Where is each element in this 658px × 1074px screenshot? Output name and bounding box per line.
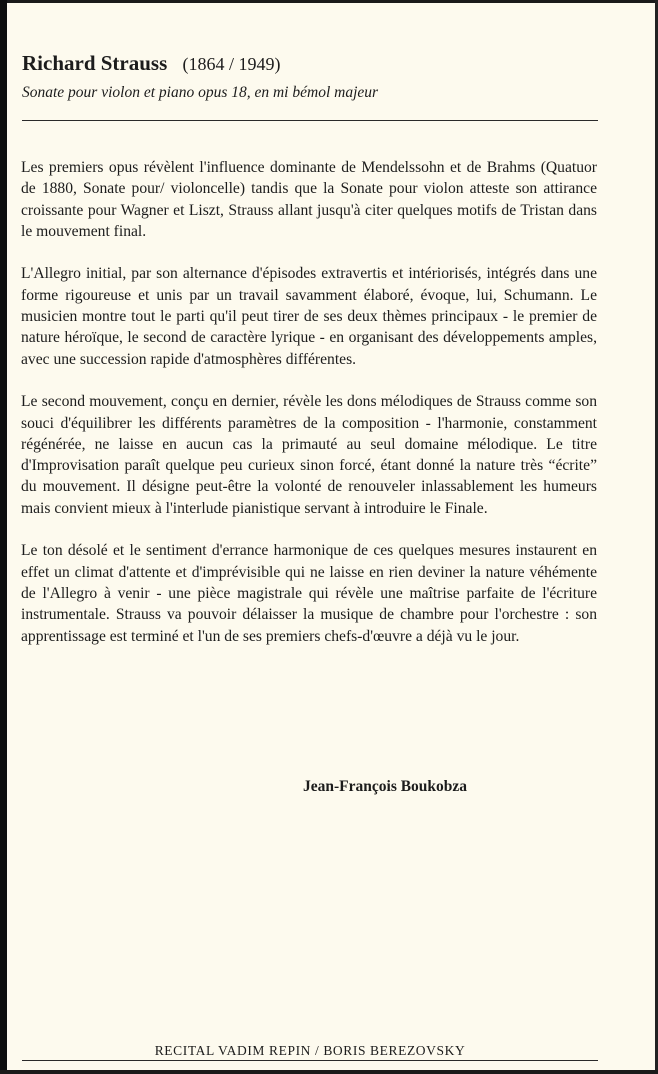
bottom-scan-edge [0,1070,658,1074]
top-scan-edge [0,0,658,3]
header-divider [22,120,598,121]
composer-name: Richard Strauss [22,51,168,75]
left-scan-edge [0,0,7,1074]
page-header [22,50,598,103]
paragraph-1: Les premiers opus révèlent l'influence dominante de Mendelssohn et de Brahms (Quatuor de 1880, Sonate pour/ violoncelle) tandis que la Sonate pour violon atteste son attirance croissante pour Wagner et Liszt, Strauss allant jusqu'à citer quelques motifs de Tristan dans le mouvement final. [21,159,597,240]
footer-text: RECITAL VADIM REPIN / BORIS BEREZOVSKY [154,1043,466,1058]
paragraph-3: Le second mouvement, conçu en dernier, révèle les dons mélodiques de Strauss comme son souci d'équilibrer les différents paramètres de la composition - l'harmonie, constamment régénérée, ne laisse en aucun cas la primauté au seul domaine mélodique. Le titre d'Improvisation paraît quelque peu curieux sinon forcé, étant donné la nature très “écrite” du mouvement. Il désigne peut-être la volonté de renouveler inlassablement les humeurs mais convient mieux à l'interlude pianistique servant à introduire le Finale. [21,393,597,517]
author-signature: Jean-François Boukobza [303,778,468,795]
footer-divider [22,1060,598,1061]
article-body [21,157,597,668]
paragraph-2: L'Allegro initial, par son alternance d'épisodes extravertis et intériorisés, intégrés dans une forme rigoureuse et unis par un travail savamment élaboré, évoque, lui, Schumann. Le musicien montre tout le parti qu'il peut tirer de ses deux thèmes principaux - le premier de nature héroïque, le second de caractère lyrique - en organisant des développements amples, avec une succession rapide d'atmosphères différentes. [21,265,597,368]
composer-dates: (1864 / 1949) [182,54,281,74]
paragraph-4: Le ton désolé et le sentiment d'errance harmonique de ces quelques mesures instaurent en effet un climat d'attente et d'imprévisible qui ne laisse en rien deviner la nature véhémente de l'Allegro à venir - une pièce magistrale qui révèle une maîtrise parfaite de l'écriture instrumentale. Strauss va pouvoir délaisser la musique de chambre pour l'orchestre : son apprentissage est terminé et l'un de ses premiers chefs-d'œuvre a déjà vu le jour. [21,542,597,645]
work-title: Sonate pour violon et piano opus 18, en mi bémol majeur [22,84,379,101]
title-line [22,50,598,77]
